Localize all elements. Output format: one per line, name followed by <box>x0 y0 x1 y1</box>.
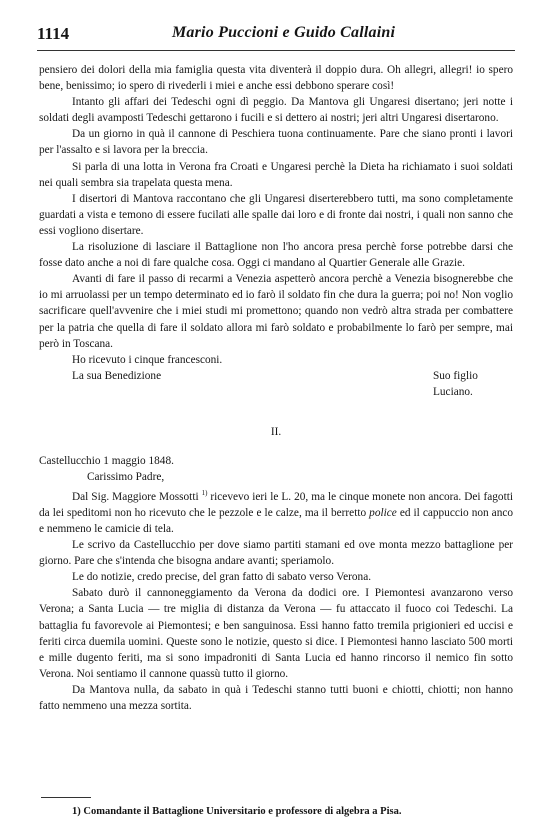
signature-name: Luciano. <box>433 385 473 398</box>
letter1-paragraph: Intanto gli affari dei Tedeschi ogni dì peggio. Da Mantova gli Ungaresi disertano; jeri notte i soldati degli avamposti Tedeschi gettarono i fucili e si dettero ai nostri; jeri altri Ungaresi disertarono. <box>39 96 513 125</box>
letter1-paragraph: Da un giorno in quà il cannone di Peschiera tuona continuamente. Pare che siano pronti i lavori per l'assalto e si lavora per la breccia. <box>39 128 513 157</box>
footnote-reference: 1) <box>201 489 208 498</box>
page-body <box>39 62 513 714</box>
closing-your-son: Suo figlio <box>433 369 478 382</box>
letter2-paragraph: Sabato durò il cannoneggiamento da Verona da dodici ore. I Piemontesi avanzarono verso Verona; a Santa Lucia — tre miglia di distanza da Verona — fu attaccato il fuoco coi Tedeschi. La battaglia fu favorevole ai Piemontesi; e ben sanguinosa. Essi hanno fatto tremila prigionieri ed uccisi e feriti circa duemila uomini. Queste sono le notizie, questo si dice. I Piemontesi hanno lasciato 500 morti e mille dugento feriti, ma si sono impadroniti di Santa Lucia ed hanno rincorso il nemico fin sotto Verona. Noi sentiamo il cannone quassù tutto il giorno. <box>39 587 513 680</box>
footnote-rule <box>41 797 91 798</box>
text-run: ed il cappuccio non anco e nemmeno le camicie di tela. <box>39 506 514 536</box>
footnote <box>72 806 401 817</box>
letter1-paragraph: Si parla di una lotta in Verona fra Croati e Ungaresi perchè la Dieta ha richiamato i suoi soldati nei quali sembra sia trapelata questa mena. <box>39 160 513 189</box>
letter2-paragraph: Da Mantova nulla, da sabato in quà i Tedeschi stanno tutti buoni e chiotti, chiotti; non hanno fatto nemmeno una mezza sortita. <box>39 683 513 713</box>
page-number: 1114 <box>37 24 70 43</box>
letter1-paragraph: pensiero dei dolori della mia famiglia questa vita diventerà il doppio dura. Oh allegri, allegri! io spero bene, benissimo; io spero di rivederli i miei e anche essi debbono sperare così! <box>39 64 513 93</box>
letter2-paragraph <box>39 485 513 537</box>
italic-word: police <box>369 506 397 519</box>
salutation: Carissimo Padre, <box>87 470 165 483</box>
letter2-paragraph: Le do notizie, credo precise, del gran fatto di sabato verso Verona. <box>72 571 372 584</box>
footnote-text: Comandante il Battaglione Universitario e professore di algebra a Pisa. <box>83 806 402 817</box>
letter1-signature-block <box>39 368 513 401</box>
letter1-paragraph: Ho ricevuto i cinque francesconi. <box>72 353 223 366</box>
letter1-paragraph: I disertori di Mantova raccontano che gli Ungaresi diserterebbero tutti, ma sono completamente guardati a vista e temono di essere fucilati alle spalle dai loro e di fronte dai nostri, i quali non sanno che essi vogliono disertare. <box>39 192 513 237</box>
letter2-paragraph: Le scrivo da Castellucchio per dove siamo partiti stamani ed ove monta mezzo battaglione per giorno. Pare che s'intenda che bisogna andare avanti; speriamolo. <box>39 539 513 568</box>
text-run: Dal Sig. Maggiore Mossotti <box>72 490 199 503</box>
header-rule <box>37 50 515 51</box>
footnote-marker: 1) <box>72 806 81 817</box>
place-date: Castellucchio 1 maggio 1848. <box>39 454 174 467</box>
text-run: ricevevo ieri le L. 20, ma le cinque monete non ancora. Dei fagotti da lei speditomi non ho ricevuto che le pezzole e le calze, ma il berretto <box>39 490 513 519</box>
running-title: Mario Puccioni e Guido Callaini <box>172 24 396 41</box>
running-header <box>37 24 515 46</box>
section-number: II. <box>270 425 282 438</box>
letter1-paragraph: La risoluzione di lasciare il Battaglione non l'ho ancora presa perchè forse potrebbe darsi che fosse dato anche a noi di fare qualche cosa. Oggi ci mandano al Quartier Generale alle Grazie. <box>39 241 513 270</box>
letter1-paragraph: Avanti di fare il passo di recarmi a Venezia aspetterò ancora perchè a Venezia bisognerebbe che io mi arruolassi per un tempo determinato ed io farò il soldato fin che dura la guerra; poi no! Non voglio sacrificare quell'avvenire che i miei studi mi promettono; quando non vedrò altra strada per combattere per la patria che quella di fare il soldato allora mi farò soldato e probabilmente lo farò per sempre, mai però in Toscana. <box>39 273 513 350</box>
closing-blessing: La sua Benedizione <box>72 369 162 382</box>
